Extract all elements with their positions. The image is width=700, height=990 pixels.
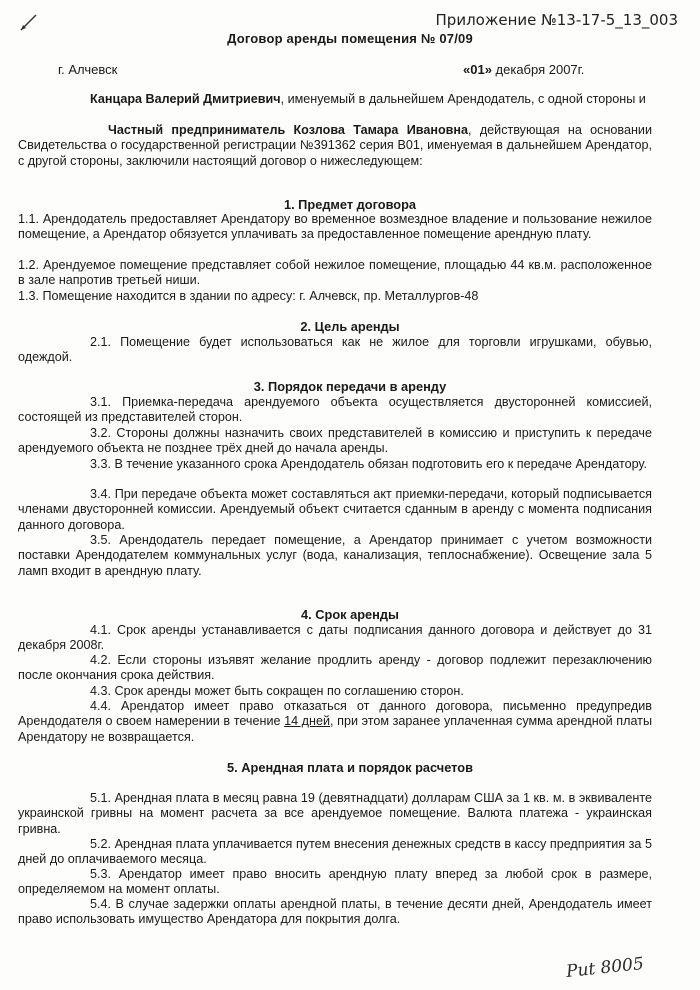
tenant-text: , действующая на основании Свидетельства о государственной регистрации №391362 серия В01, именуемая в дальнейшем Арендатор, с другой стороны, заключили настоящий договор о нижеследующем: <box>18 123 652 168</box>
clause-1-1: 1.1. Арендодатель предоставляет Арендатору во временное возмездное владение и пользование нежилое помещение, а Арендатор обязуется уплачивать за предоставленное помещение арендную плату. <box>18 212 652 242</box>
landlord-name: Канцара Валерий Дмитриевич <box>90 92 281 106</box>
clause-4-4-term: 14 дней <box>284 714 331 729</box>
pen-mark-icon <box>18 11 40 33</box>
clause-3-3: 3.3. В течение указанного срока Арендодатель обязан подготовить его к передаче Арендатору. <box>90 457 647 471</box>
clause-5-2: 5.2. Арендная плата уплачивается путем внесения денежных средств в кассу предприятия за 5 дней до оплачиваемого месяца. <box>18 837 652 867</box>
section-1-title: 1. Предмет договора <box>283 197 417 212</box>
date-rest: декабря 2007г. <box>491 62 585 77</box>
document-title: Договор аренды помещения № 07/09 <box>227 31 473 46</box>
clause-4-4 <box>18 699 652 745</box>
clause-4-1: 4.1. Срок аренды устанавливается с даты подписания данного договора и действует до 31 декабря 2008г. <box>18 623 652 653</box>
handwritten-note: Put 8005 <box>565 953 645 983</box>
section-3-title: 3. Порядок передачи в аренду <box>253 379 447 394</box>
date-day: «01» <box>463 62 492 77</box>
clause-3-5: 3.5. Арендодатель передает помещение, а Арендатор принимает с учетом возможности поставки Арендодателем коммунальных услуг (вода, канализация, теплоснабжение). Освещение зала 5 ламп входит в арендную плату. <box>18 533 652 578</box>
intro-landlord <box>18 92 652 107</box>
clause-5-4: 5.4. В случае задержки оплаты арендной платы, в течение десяти дней, Арендодатель имеет право использовать имущество Арендатора для покрытия долга. <box>18 897 652 927</box>
clause-5-3: 5.3. Арендатор имеет право вносить арендную плату вперед за любой срок в размере, определяемом на момент оплаты. <box>18 867 652 897</box>
clause-2-1: 2.1. Помещение будет использоваться как не жилое для торговли игрушками, обувью, одеждой. <box>18 335 652 365</box>
clause-4-2: 4.2. Если стороны изъявят желание продлить аренду - договор подлежит перезаключению после окончания срока действия. <box>18 653 652 683</box>
clause-4-4-part1: 4.4. Арендатор имеет право отказаться от данного договора, письменно предупредив Арендодателя о своем намерении в течение <box>18 699 652 729</box>
clause-1-2: 1.2. Арендуемое помещение представляет собой нежилое помещение, площадью 44 кв.м. расположенное в зале напротив третьей ниши. <box>18 258 652 288</box>
section-2-title: 2. Цель аренды <box>300 319 400 334</box>
section-5-title: 5. Арендная плата и порядок расчетов <box>227 760 473 775</box>
clause-1-3: 1.3. Помещение находится в здании по адресу: г. Алчевск, пр. Металлургов-48 <box>18 289 479 303</box>
contract-date <box>463 62 584 77</box>
intro-tenant <box>18 123 652 169</box>
appendix-label: Приложение №13-17-5_13_003 <box>435 11 678 29</box>
clause-5-1: 5.1. Арендная плата в месяц равна 19 (девятнадцати) долларам США за 1 кв. м. в эквиваленте украинской гривны на момент расчета за все арендуемое помещение. Валюта платежа - украинская гривна. <box>18 791 652 836</box>
landlord-text: , именуемый в дальнейшем Арендодатель, с одной стороны и <box>280 92 646 106</box>
section-4-title: 4. Срок аренды <box>301 607 399 622</box>
clause-4-4-part2: , при этом заранее уплаченная сумма арендной платы Арендатору не возвращается. <box>18 714 652 744</box>
tenant-name: Частный предприниматель Козлова Тамара Ивановна <box>108 123 469 137</box>
city: г. Алчевск <box>58 62 118 77</box>
clause-4-3: 4.3. Срок аренды может быть сокращен по соглашению сторон. <box>90 684 464 698</box>
clause-3-2: 3.2. Стороны должны назначить своих представителей в комиссию и приступить к передаче арендуемого объекта не позднее трёх дней до начала аренды. <box>18 426 652 456</box>
clause-3-1: 3.1. Приемка-передача арендуемого объекта осуществляется двусторонней комиссией, состоящей из представителей сторон. <box>18 395 652 425</box>
clause-3-4: 3.4. При передаче объекта может составляться акт приемки-передачи, который подписывается членами двусторонней комиссии. Арендуемый объект считается сданным в аренду с момента подписания данного договора. <box>18 487 652 532</box>
